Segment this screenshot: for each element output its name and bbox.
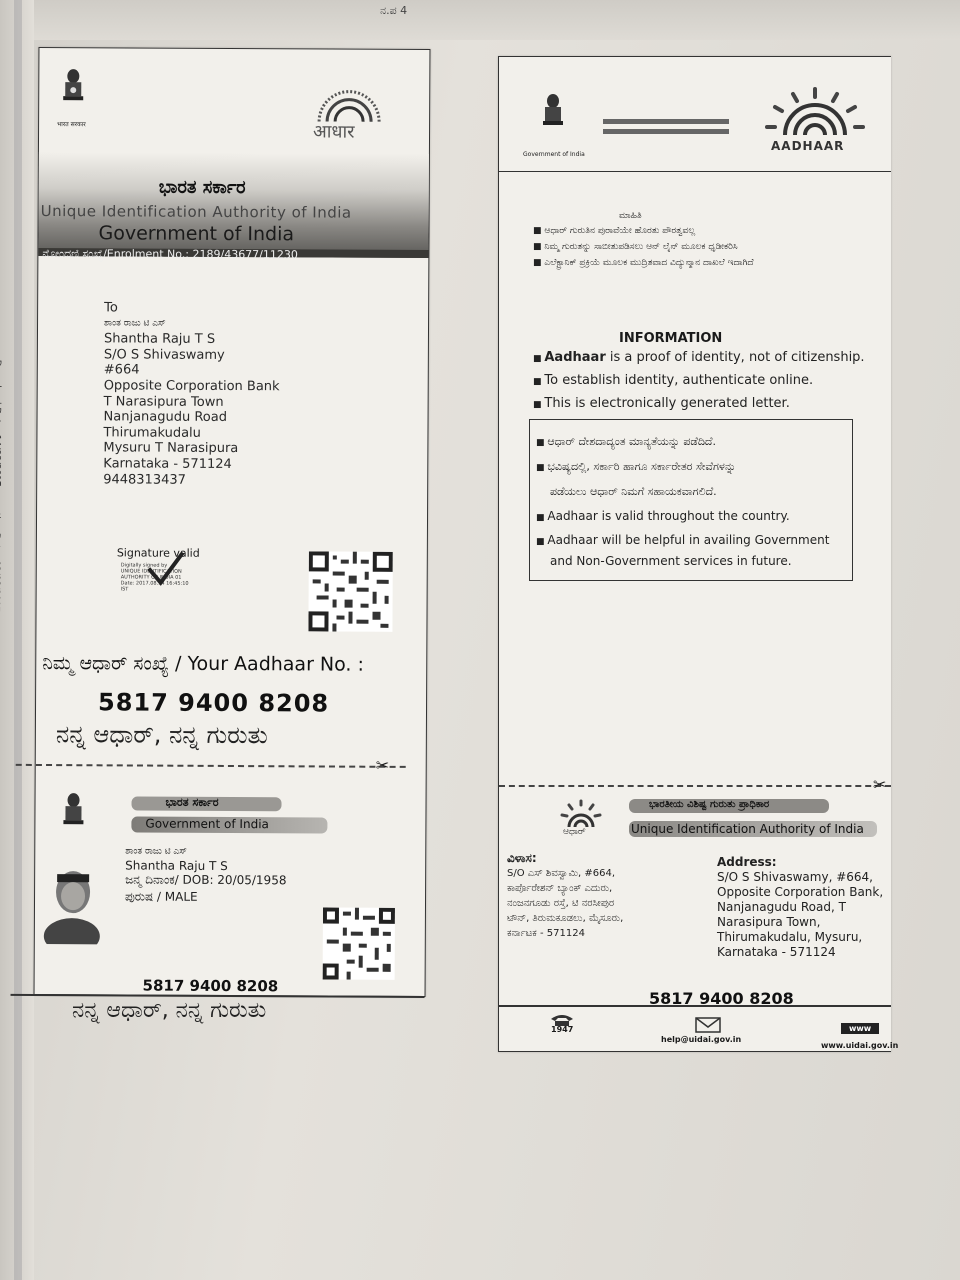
address-line: S/O S Shivaswamy bbox=[103, 347, 225, 363]
validity-box bbox=[529, 419, 853, 581]
kannada-address-line: ಟೌನ್, ತಿರುಮಕೂಡಲು, ಮೈಸೂರು, bbox=[507, 913, 624, 924]
scissors-icon: ✂ bbox=[375, 755, 390, 775]
national-emblem-icon bbox=[59, 68, 87, 110]
qr-code-icon bbox=[308, 551, 392, 631]
card-gender: ಪುರುಷ / MALE bbox=[125, 889, 198, 904]
website: www.uidai.gov.in bbox=[821, 1041, 899, 1050]
kannada-address-label: ವಿಳಾಸ: bbox=[507, 851, 537, 865]
address-line: Karnataka - 571124 bbox=[717, 945, 836, 959]
aadhaar-letter-front bbox=[34, 47, 431, 997]
signature-detail-line: IST bbox=[120, 586, 129, 593]
validity-item: ■ Aadhaar is valid throughout the country. bbox=[536, 504, 829, 530]
kannada-address-line: ಕರ್ನಾಟಕ - 571124 bbox=[507, 928, 585, 939]
address-line: Karnataka - 571124 bbox=[103, 456, 232, 472]
gov-hindi-label: भारत सरकार bbox=[57, 121, 86, 129]
kannada-info-item: ■ ನಿಮ್ಮ ಗುರುತನ್ನು ಸಾಬೀತುಪಡಿಸಲು ಆನ್ ಲೈನ್ ಮೂಲಕ ಧೃಡೀಕರಿಸಿ bbox=[533, 239, 754, 255]
signature-valid-label: Signature valid bbox=[116, 546, 200, 560]
card-aadhaar-number: 5817 9400 8208 bbox=[142, 976, 279, 996]
gov-india-title: Government of India bbox=[98, 222, 295, 246]
authority-kannada: ಭಾರತೀಯ ವಿಶಿಷ್ಟ ಗುರುತು ಪ್ರಾಧಿಕಾರ bbox=[649, 799, 770, 810]
card-kannada-gov: ಭಾರತ ಸರ್ಕಾರ bbox=[165, 795, 219, 809]
right-gov-label: Government of India bbox=[523, 151, 585, 158]
footer-rule bbox=[499, 1005, 891, 1007]
card-gov-india: Government of India bbox=[145, 816, 269, 832]
aadhaar-logo-label: AADHAAR bbox=[771, 139, 845, 153]
kannada-address-line: S/O ಎಸ್ ಶಿವಸ್ವಾಮಿ, #664, bbox=[507, 868, 616, 879]
address-line: Narasipura Town, bbox=[717, 915, 821, 929]
address-line: Nanjanagudu Road, T bbox=[717, 900, 846, 914]
right-emblem-icon bbox=[539, 93, 567, 135]
kannada-gov-title: ಭಾರತ ಸರ್ಕಾರ bbox=[158, 176, 246, 199]
handwritten-page-mark: ನ.ಪ 4 bbox=[380, 4, 408, 17]
validity-item: ■ ಭವಿಷ್ಯದಲ್ಲಿ, ಸರ್ಕಾರಿ ಹಾಗೂ ಸರ್ಕಾರೇತರ ಸೇವೆಗಳನ್ನು bbox=[536, 455, 829, 480]
address-line: #664 bbox=[103, 362, 140, 378]
info-item-text: To establish identity, authenticate online. bbox=[544, 373, 814, 388]
header-rule bbox=[499, 171, 891, 172]
address-line: 9448313437 bbox=[103, 471, 186, 488]
profile-photo bbox=[43, 862, 101, 944]
validity-item: ■ Aadhaar will be helpful in availing Government bbox=[536, 530, 829, 552]
right-cut-line bbox=[499, 785, 891, 787]
enrolment-number: ನೋಂದಣಿ ಸಂಖ್ಯೆ/Enrolment No.: 2189/43677/11230 bbox=[42, 247, 298, 262]
card-logo-text: ಆಧಾರ್ bbox=[563, 827, 586, 837]
authority-name: Unique Identification Authority of India bbox=[631, 822, 864, 836]
paper-top-edge bbox=[0, 0, 960, 40]
slogan: ನನ್ನ ಆಧಾರ್, ನನ್ನ ಗುರುತು bbox=[55, 720, 268, 750]
aadhaar-letter-back bbox=[498, 56, 899, 1052]
address-line: Mysuru T Narasipura bbox=[103, 440, 239, 457]
address-line: Thirumakudalu, Mysuru, bbox=[717, 930, 863, 944]
aadhaar-logo-text: आधार bbox=[312, 121, 355, 143]
right-scissors-icon: ✂ bbox=[873, 775, 887, 794]
validity-item-continued: ಪಡೆಯಲು ಆಧಾರ್ ನಿಮಗೆ ಸಹಾಯಕವಾಗಲಿದೆ. bbox=[550, 485, 717, 498]
card-details bbox=[125, 844, 287, 904]
address-line: S/O S Shivaswamy, #664, bbox=[717, 870, 873, 884]
aadhaar-sun-logo-icon bbox=[761, 85, 869, 139]
info-item bbox=[533, 347, 865, 370]
kannada-info-list bbox=[533, 223, 754, 271]
address-line: Nanjanagudu Road bbox=[103, 409, 228, 426]
binding-strip bbox=[14, 0, 22, 1280]
kannada-info-item: ■ ಆಧಾರ್ ಗುರುತಿನ ಪುರಾವೆಯೇ ಹೊರತು ಪೌರತ್ವವಲ್ಲ bbox=[533, 223, 754, 239]
cut-line bbox=[16, 764, 406, 768]
kannada-info-title: ಮಾಹಿತಿ bbox=[619, 211, 642, 221]
validity-item-continued: and Non-Government services in future. bbox=[550, 554, 792, 568]
address-line: Opposite Corporation Bank bbox=[103, 378, 280, 395]
kannada-address bbox=[507, 851, 623, 941]
info-item-text: is a proof of identity, not of citizenship. bbox=[605, 350, 865, 365]
email-icon bbox=[695, 1017, 721, 1033]
address-line: Opposite Corporation Bank, bbox=[717, 885, 884, 899]
header-stripe bbox=[603, 129, 729, 134]
address-line: Thirumakudalu bbox=[103, 425, 201, 441]
card-qr-code-icon bbox=[323, 907, 395, 979]
card-dob: ಜನ್ಮ ದಿನಾಂಕ/ DOB: 20/05/1958 bbox=[125, 872, 287, 888]
info-item-bold: Aadhaar bbox=[544, 350, 606, 365]
english-address bbox=[717, 855, 883, 960]
www-badge: www bbox=[841, 1023, 879, 1034]
address-line: To bbox=[104, 300, 118, 316]
kannada-info-item: ■ ಎಲೆಕ್ಟ್ರಾನಿಕ್ ಪ್ರಕ್ರಿಯೆ ಮೂಲಕ ಮುದ್ರಿತವಾದ ವಿದ್ಯುನ್ಮಾನ ದಾಖಲೆ ಇದಾಗಿದೆ bbox=[533, 255, 754, 271]
card-name: Shantha Raju T S bbox=[125, 858, 228, 873]
card-slogan: ನನ್ನ ಆಧಾರ್, ನನ್ನ ಗುರುತು bbox=[72, 998, 267, 1023]
address-line: T Narasipura Town bbox=[103, 393, 224, 410]
signature-detail-line: AUTHORITY OF INDIA 01 bbox=[120, 574, 182, 581]
recipient-address bbox=[103, 300, 280, 488]
card-emblem-icon bbox=[59, 792, 87, 834]
your-aadhaar-label: ನಿಮ್ಮ ಆಧಾರ್ ಸಂಖ್ಯೆ / Your Aadhaar No. : bbox=[42, 652, 365, 676]
signature-detail-line: UNIQUE IDENTIFICATION bbox=[120, 568, 182, 575]
card-name-kannada: ಶಾಂತ ರಾಜು ಟಿ ಎಸ್ bbox=[125, 846, 187, 857]
card-aadhaar-logo-icon bbox=[559, 799, 603, 829]
info-list bbox=[533, 347, 865, 416]
validity-item: ■ ಆಧಾರ್ ದೇಶದಾದ್ಯಂತ ಮಾನ್ಯತೆಯನ್ನು ಪಡೆದಿದೆ. bbox=[536, 430, 829, 455]
phone-number: 1947 bbox=[551, 1025, 574, 1034]
kannada-address-line: ನಂಜನಗೂಡು ರಸ್ತೆ, ಟಿ ನರಸೀಪುರ bbox=[507, 898, 615, 909]
signature-detail-line: Digitally signed by bbox=[120, 562, 168, 569]
card-back-aadhaar-number: 5817 9400 8208 bbox=[649, 989, 794, 1008]
info-item-text: This is electronically generated letter. bbox=[544, 396, 790, 411]
email-address: help@uidai.gov.in bbox=[661, 1035, 742, 1044]
kannada-address-line: ಕಾರ್ಪೊರೇಶನ್ ಬ್ಯಾಂಕ್ ಎದುರು, bbox=[507, 883, 613, 894]
signature-detail-line: Date: 2017.08.14 16:45:10 bbox=[120, 580, 189, 587]
info-item bbox=[533, 393, 865, 416]
checkmark-icon bbox=[145, 549, 185, 589]
header-stripe bbox=[603, 119, 729, 124]
address-line: Shantha Raju T S bbox=[103, 331, 216, 348]
info-item bbox=[533, 370, 865, 393]
address-line: ಶಾಂತ ರಾಜು ಟಿ ಎಸ್ bbox=[104, 317, 166, 329]
uidai-title: Unique Identification Authority of India bbox=[40, 201, 352, 222]
info-title: INFORMATION bbox=[619, 331, 723, 346]
aadhaar-number: 5817 9400 8208 bbox=[97, 688, 330, 718]
address-label: Address: bbox=[717, 855, 777, 869]
